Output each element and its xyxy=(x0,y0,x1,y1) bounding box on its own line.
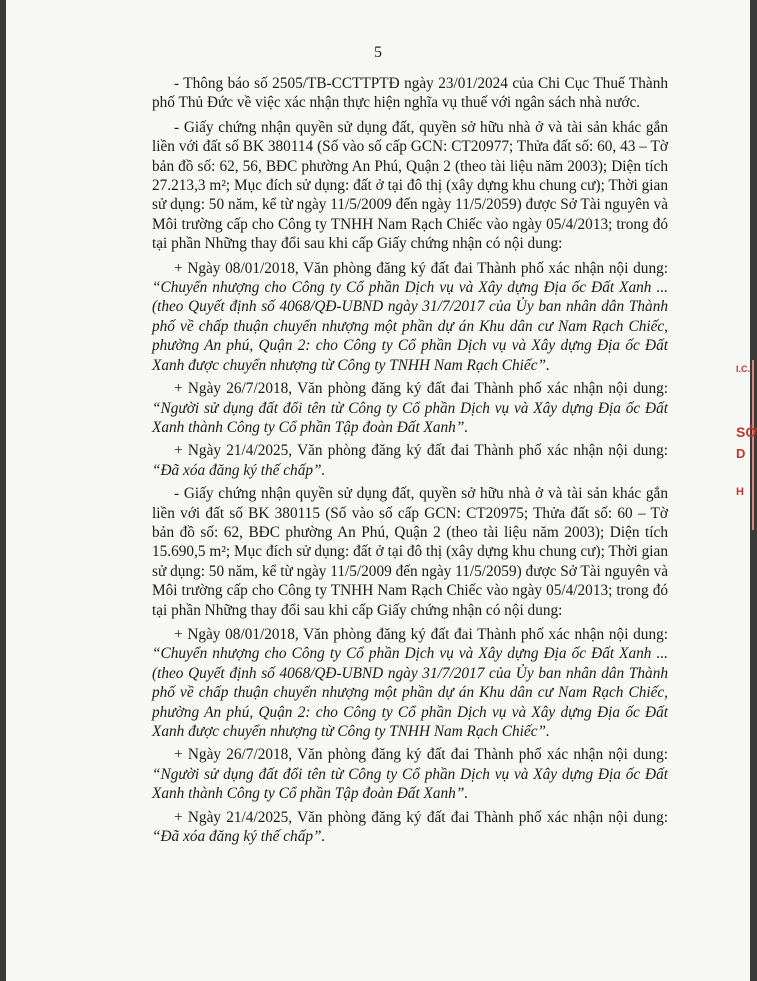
change-entry: + Ngày 26/7/2018, Văn phòng đăng ký đất đai Thành phố xác nhận nội dung: “Người sử dụng đất đổi tên từ Công ty Cổ phần Dịch vụ và Xây dựng Địa ốc Đất Xanh thành Công ty Cổ phần Tập đoàn Đất Xanh”. xyxy=(152,380,668,436)
change-entry: + Ngày 08/01/2018, Văn phòng đăng ký đất đai Thành phố xác nhận nội dung: “Chuyển nhượng cho Công ty Cổ phần Dịch vụ và Xây dựng Địa ốc Đất Xanh ... (theo Quyết định số 4068/QĐ-UBND ngày 31/7/2017 của Ủy ban nhân dân Thành phố về chấp thuận chuyển nhượng một phần dự án Khu dân cư Nam Rạch Chiếc, phường An phú, Quận 2: cho Công ty Cổ phần Dịch vụ và Xây dựng Địa ốc Đất Xanh được chuyển nhượng từ Công ty TNHH Nam Rạch Chiếc”. xyxy=(152,625,668,740)
document-page xyxy=(6,0,757,981)
stamp-fragment: H xyxy=(736,486,744,498)
paragraph-certificate-bk380114: - Giấy chứng nhận quyền sử dụng đất, quyền sở hữu nhà ở và tài sản khác gắn liền với đất số BK 380114 (Số vào số cấp GCN: CT20977; Thửa đất số: 60, 43 – Tờ bản đồ số: 62, 56, BĐC phường An Phú, Quận 2 (theo tài liệu năm 2003); Diện tích 27.213,3 m²; Mục đích sử dụng: đất ở tại đô thị (xây dựng khu chung cư); Thời gian sử dụng: 50 năm, kể từ ngày 11/5/2009 đến ngày 11/5/2059) được Sở Tài nguyên và Môi trường cấp cho Công ty TNHH Nam Rạch Chiếc vào ngày 05/4/2013; trong đó tại phần Những thay đổi sau khi cấp Giấy chứng nhận có nội dung: xyxy=(152,118,668,253)
stamp-edge-line xyxy=(752,360,754,530)
change-entry: + Ngày 21/4/2025, Văn phòng đăng ký đất đai Thành phố xác nhận nội dung: “Đã xóa đăng ký thế chấp”. xyxy=(152,808,668,846)
change-entry: + Ngày 21/4/2025, Văn phòng đăng ký đất đai Thành phố xác nhận nội dung: “Đã xóa đăng ký thế chấp”. xyxy=(152,442,668,479)
change-entry: + Ngày 08/01/2018, Văn phòng đăng ký đất đai Thành phố xác nhận nội dung: “Chuyển nhượng cho Công ty Cổ phần Dịch vụ và Xây dựng Địa ốc Đất Xanh ... (theo Quyết định số 4068/QĐ-UBND ngày 31/7/2017 của Ủy ban nhân dân Thành phố về chấp thuận chuyển nhượng một phần dự án Khu dân cư Nam Rạch Chiếc, phường An phú, Quận 2: cho Công ty Cổ phần Dịch vụ và Xây dựng Địa ốc Đất Xanh được chuyển nhượng từ Công ty TNHH Nam Rạch Chiếc”. xyxy=(152,259,668,374)
document-body xyxy=(152,74,668,850)
paragraph-certificate-bk380115: - Giấy chứng nhận quyền sử dụng đất, quyền sở hữu nhà ở và tài sản khác gắn liền với đất số BK 380115 (Số vào số cấp GCN: CT20975; Thửa đất số: 60 – Tờ bản đồ số: 62, BĐC phường An Phú, Quận 2 (theo tài liệu năm 2003); Diện tích 15.690,5 m²; Mục đích sử dụng: đất ở tại đô thị (xây dựng khu chung cư); Thời gian sử dụng: 50 năm, kể từ ngày 11/5/2009 đến ngày 11/5/2059) được Sở Tài nguyên và Môi trường cấp cho Công ty TNHH Nam Rạch Chiếc vào ngày 05/4/2013; trong đó tại phần Những thay đổi sau khi cấp Giấy chứng nhận có nội dung: xyxy=(152,485,668,619)
stamp-fragment: I.C. xyxy=(736,364,751,374)
change-entry: + Ngày 26/7/2018, Văn phòng đăng ký đất đai Thành phố xác nhận nội dung: “Người sử dụng đất đổi tên từ Công ty Cổ phần Dịch vụ và Xây dựng Địa ốc Đất Xanh thành Công ty Cổ phần Tập đoàn Đất Xanh”. xyxy=(152,746,668,803)
page-number: 5 xyxy=(374,44,382,61)
paragraph-tax-notice: - Thông báo số 2505/TB-CCTTPTĐ ngày 23/01/2024 của Chi Cục Thuế Thành phố Thủ Đức về việc xác nhận thực hiện nghĩa vụ thuế với ngân sách nhà nước. xyxy=(152,75,668,112)
stamp-fragment: D xyxy=(736,446,746,461)
stamp-fragment: SỞ xyxy=(736,424,757,440)
